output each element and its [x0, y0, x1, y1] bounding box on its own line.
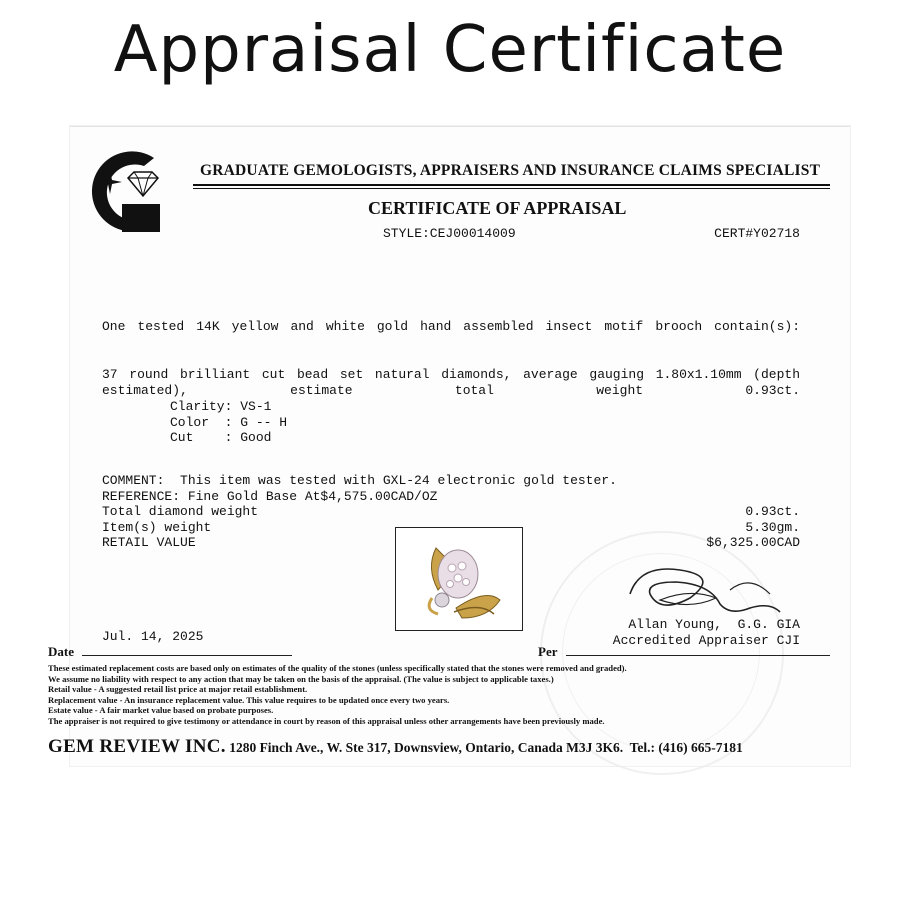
fine-print-line: We assume no liability with respect to any action that may be taken on the basis of the appraisal. (The value is subject to applicable taxes.)	[48, 673, 554, 684]
spec-clarity: Clarity: VS-1	[170, 399, 272, 414]
header-rule	[193, 184, 830, 186]
fine-print	[48, 663, 838, 726]
insect-brooch-photo	[395, 527, 523, 631]
appraiser-title: Accredited Appraiser CJI	[612, 632, 800, 648]
per-signature-line	[566, 655, 830, 656]
gem-logo-icon	[80, 140, 170, 236]
appraisal-date: Jul. 14, 2025	[102, 629, 204, 644]
summary-row: RETAIL VALUE $6,325.00CAD	[102, 535, 800, 550]
date-signature-line	[82, 655, 292, 656]
date-label: Date	[48, 644, 74, 659]
appraiser-block	[613, 617, 800, 648]
per-label: Per	[538, 644, 558, 659]
certificate-edge	[70, 126, 850, 127]
appraisal-certificate	[48, 126, 850, 766]
fine-print-line: Estate value - A fair market value based on probate purposes.	[48, 705, 274, 715]
signature-icon	[620, 554, 790, 624]
spec-cut: Cut : Good	[170, 430, 272, 445]
header-rule-thin	[193, 188, 830, 189]
company-name: GEM REVIEW INC.	[48, 736, 226, 757]
certificate-number: CERT#Y02718	[714, 226, 800, 241]
fine-print-line: Replacement value - An insurance replacement value. This value requires to be updated once every two years.	[48, 694, 450, 705]
summary-row: Item(s) weight 5.30gm.	[102, 519, 800, 535]
page-heading: Appraisal Certificate	[113, 13, 787, 87]
reference-line: REFERENCE: Fine Gold Base At$4,575.00CAD/OZ	[102, 488, 438, 504]
style-number: STYLE:CEJ00014009	[383, 226, 516, 241]
fine-print-line: The appraiser is not required to give testimony or attendance in court by reason of this appraisal unless other arrangements have been previously made.	[48, 715, 605, 726]
fine-print-line: These estimated replacement costs are based only on estimates of the quality of the stones (unless specifically stated that the stones were removed and graded).	[48, 663, 627, 673]
appraiser-name: Allan Young, G.G. GIA	[628, 617, 800, 632]
fine-print-line: Retail value - A suggested retail list price at major retail establishment.	[48, 684, 308, 694]
spec-color: Color : G -- H	[170, 414, 288, 430]
certificate-title: CERTIFICATE OF APPRAISAL	[368, 198, 627, 218]
company-footer	[48, 736, 743, 758]
diamond-description: 37 round brilliant cut bead set natural diamonds, average gauging 1.80x1.10mm (depth estimated), estimate total weight 0.93ct.	[102, 367, 800, 398]
diamond-specs	[170, 399, 287, 446]
summary-row: Total diamond weight 0.93ct.	[102, 504, 800, 519]
organization-line: GRADUATE GEMOLOGISTS, APPRAISERS AND INSURANCE CLAIMS SPECIALIST	[200, 162, 821, 179]
comment-line: COMMENT: This item was tested with GXL-24 electronic gold tester.	[102, 473, 617, 488]
company-address: 1280 Finch Ave., W. Ste 317, Downsview, Ontario, Canada M3J 3K6. Tel.: (416) 665-7181	[225, 740, 743, 755]
item-description: One tested 14K yellow and white gold hand assembled insect motif brooch contain(s):	[102, 319, 800, 334]
